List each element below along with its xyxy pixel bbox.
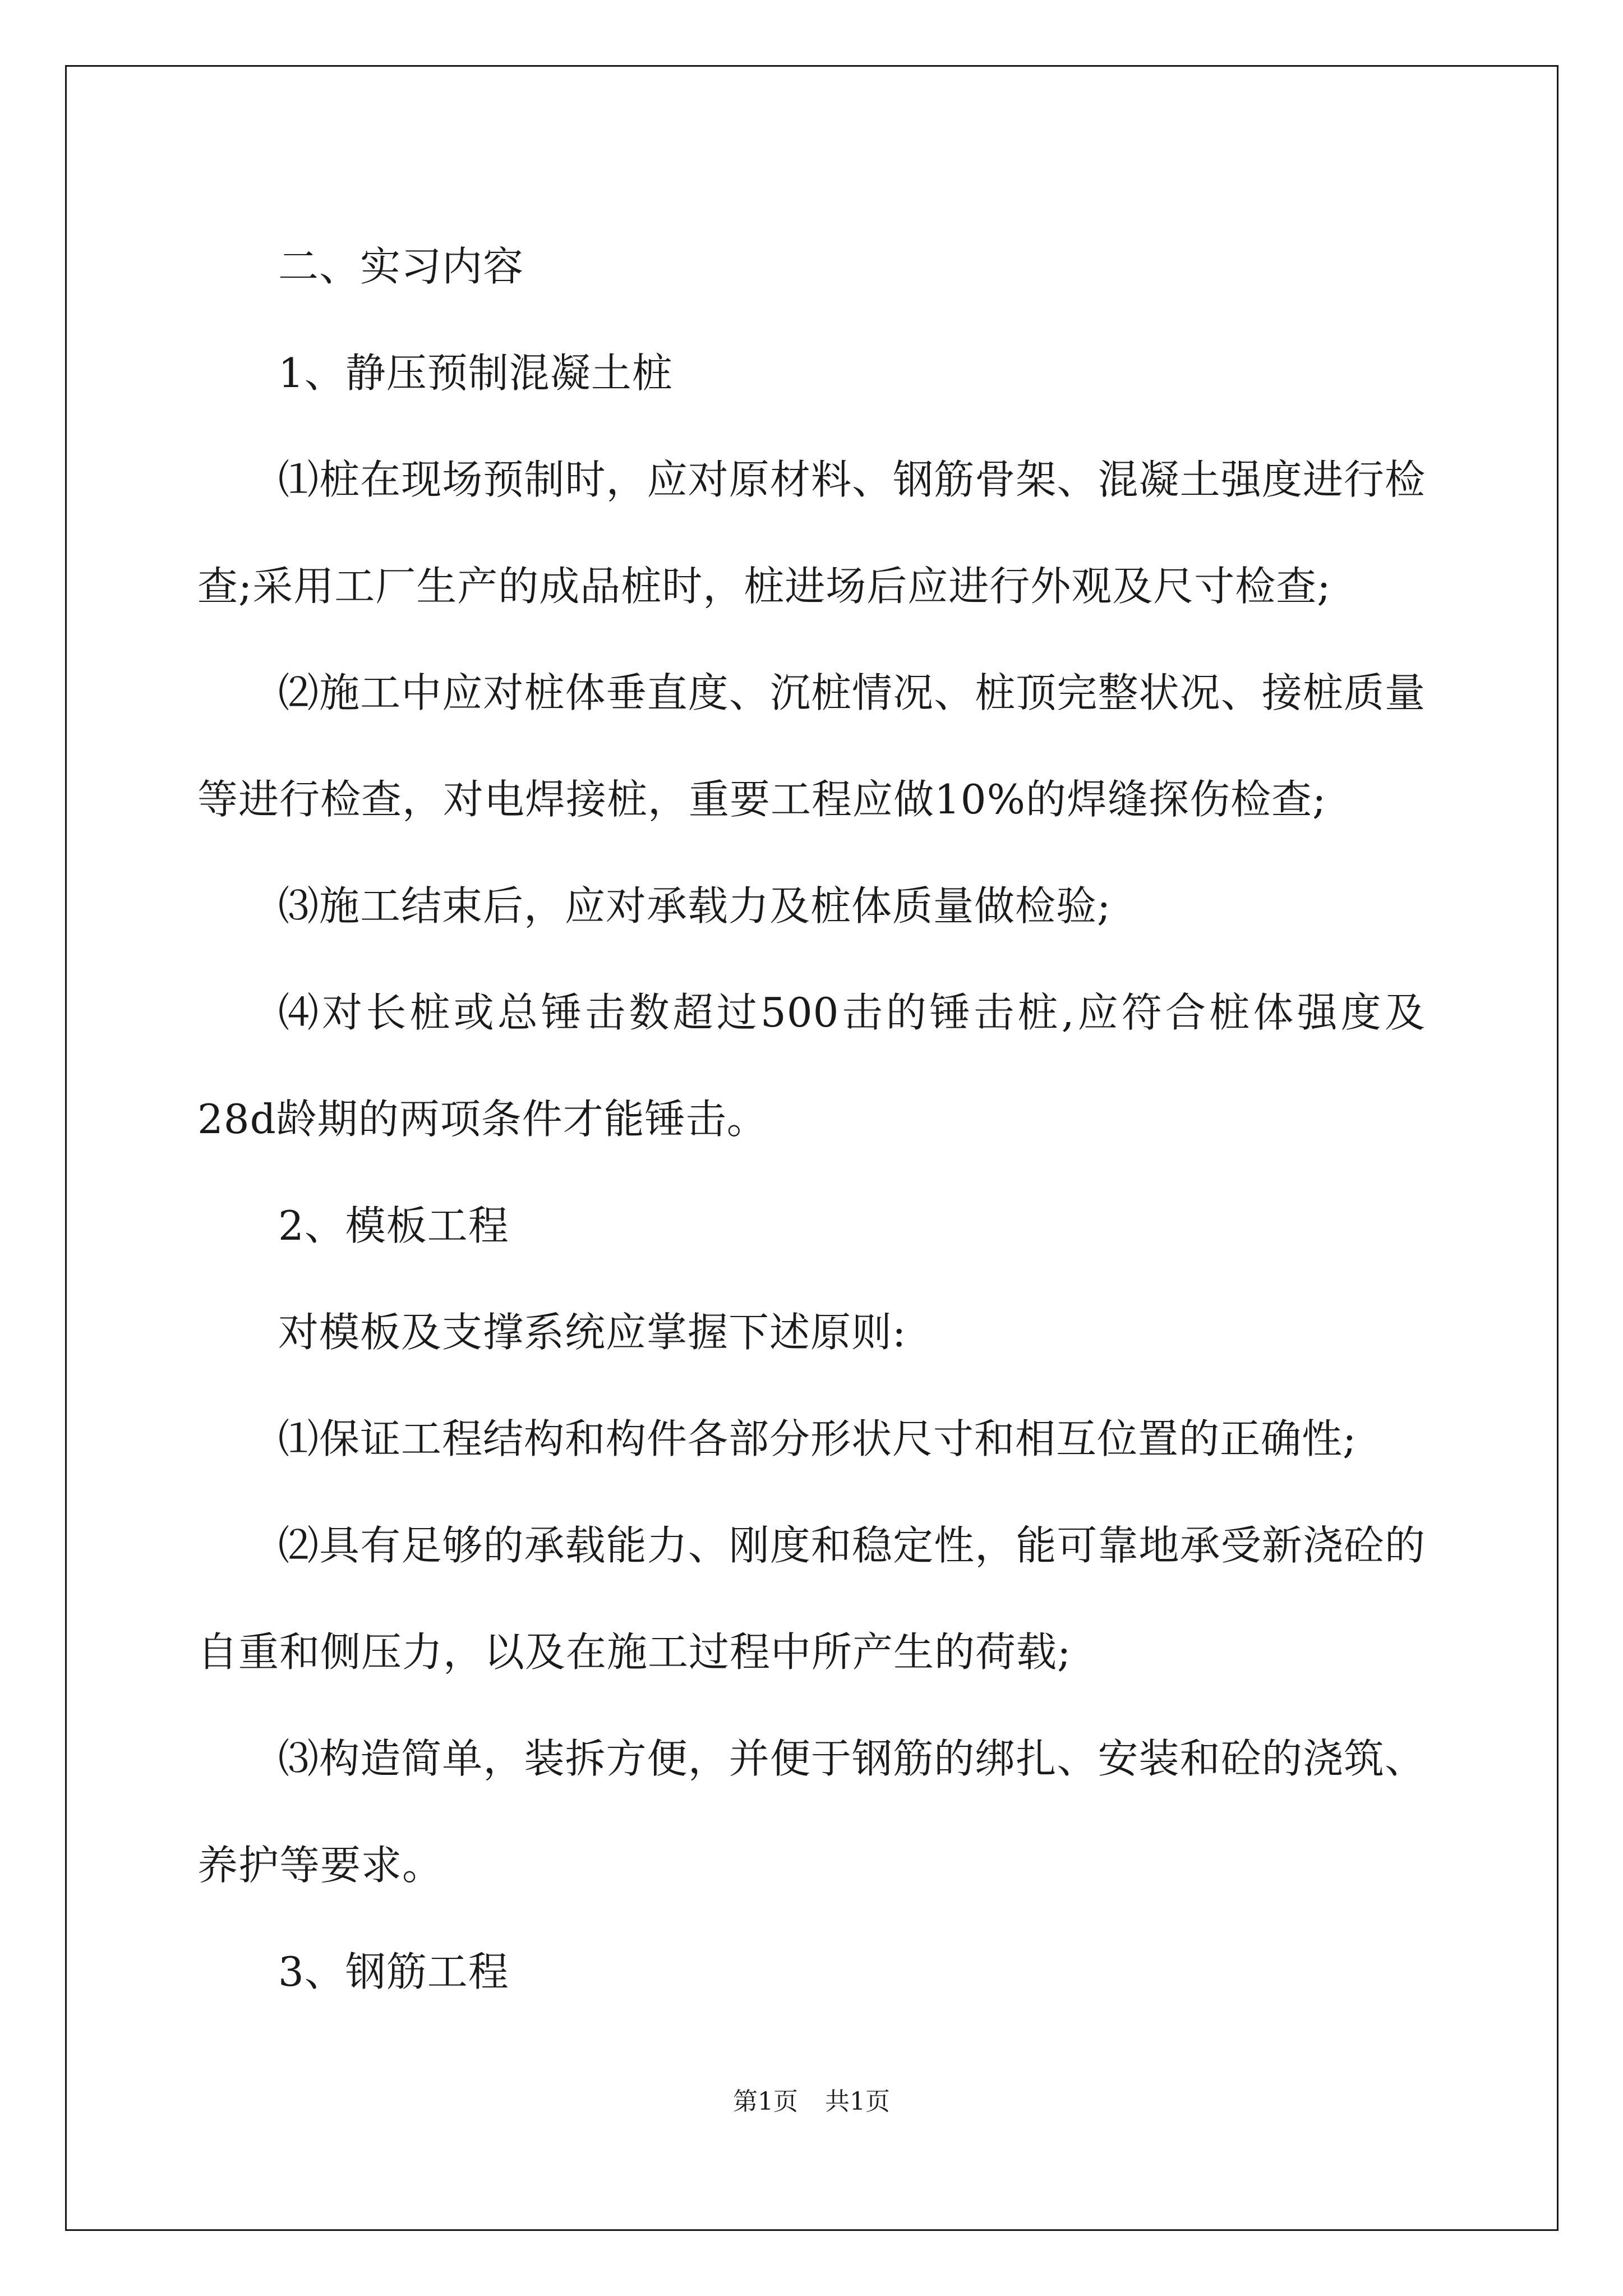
section-heading-internship: 二、实习内容 (278, 243, 524, 290)
paragraph: ⑶施工结束后，应对承载力及桩体质量做检验; (278, 882, 1112, 930)
paragraph: ⑶构造简单，装拆方便，并便于钢筋的绑扎、安装和砼的浇筑、养护等要求。 (197, 1735, 1426, 1889)
paragraph: ⑵施工中应对桩体垂直度、沉桩情况、桩顶完整状况、接桩质量等进行检查，对电焊接桩，重要工程应做10%的焊缝探伤检查; (197, 669, 1426, 823)
paragraph: ⑴桩在现场预制时，应对原材料、钢筋骨架、混凝土强度进行检查;采用工厂生产的成品桩时，桩进场后应进行外观及尺寸检查; (197, 456, 1426, 610)
subsection-heading-piles: 1、静压预制混凝土桩 (278, 349, 673, 397)
page-number: 第1页 (733, 2087, 798, 2116)
subsection-heading-formwork: 2、模板工程 (278, 1202, 509, 1249)
page-footer (0, 2081, 1623, 2117)
subsection-heading-rebar: 3、钢筋工程 (278, 1948, 509, 1995)
paragraph: 对模板及支撑系统应掌握下述原则: (278, 1309, 907, 1356)
paragraph: ⑵具有足够的承载能力、刚度和稳定性，能可靠地承受新浇砼的自重和侧压力，以及在施工过程中所产生的荷载; (197, 1522, 1426, 1676)
paragraph: ⑴保证工程结构和构件各部分形状尺寸和相互位置的正确性; (278, 1415, 1357, 1462)
paragraph: ⑷对长桩或总锤击数超过500击的锤击桩,应符合桩体强度及28d龄期的两项条件才能锤击。 (197, 989, 1426, 1143)
page-total: 共1页 (825, 2087, 890, 2116)
document-body (197, 213, 1426, 2025)
